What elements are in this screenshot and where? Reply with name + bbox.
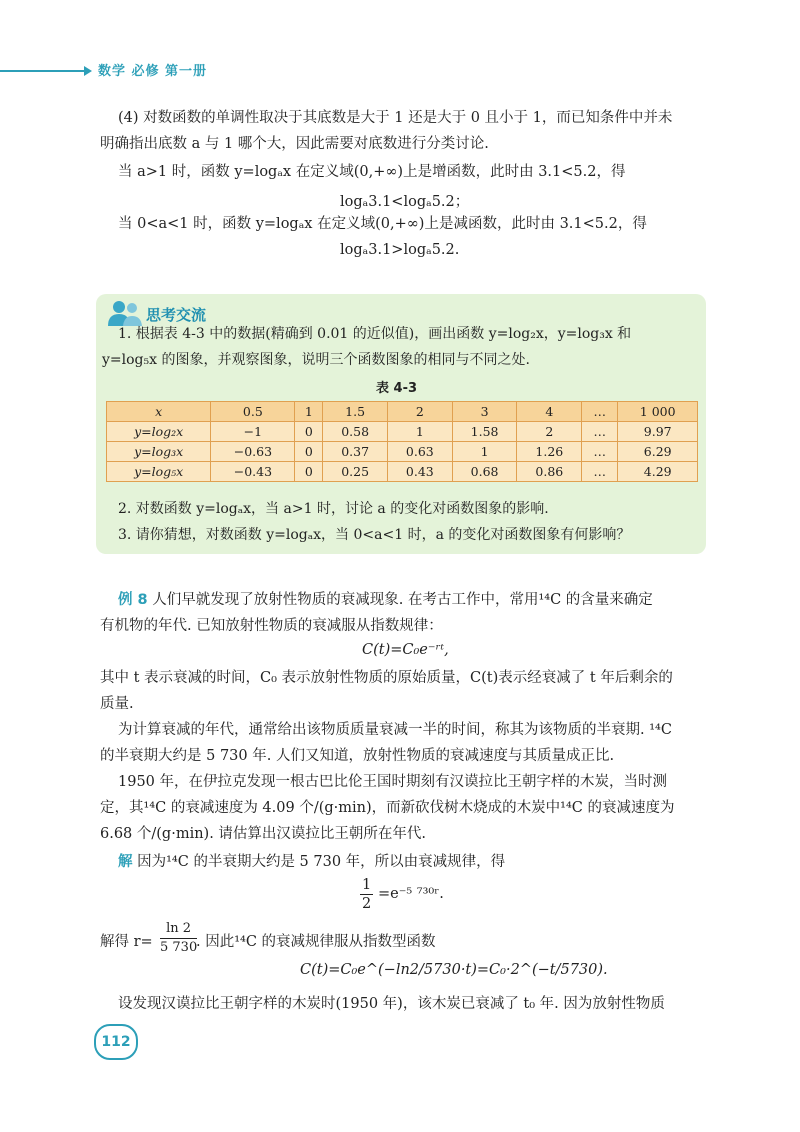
- table-cell: …: [582, 402, 618, 422]
- table-cell: 1.5: [323, 402, 388, 422]
- table-cell: 1: [295, 402, 323, 422]
- para4-line5: 当 0<a<1 时，函数 y=logₐx 在定义域(0,+∞)上是减函数，此时由 3.1<5.2，得: [118, 216, 647, 232]
- example-line5: 为计算衰减的年代，通常给出该物质质量衰减一半的时间，称其为该物质的半衰期. ¹⁴C: [118, 722, 672, 738]
- table-cell: x: [107, 402, 211, 422]
- think-q3: 3. 请你猜想，对数函数 y=logₐx，当 0<a<1 时，a 的变化对函数图象有何影响？: [118, 527, 631, 543]
- example-line1: [118, 590, 653, 610]
- table-cell: 0.63: [387, 442, 452, 462]
- table-cell: 0.43: [387, 462, 452, 482]
- solution-label: 解: [118, 854, 133, 870]
- table-cell: 9.97: [618, 422, 698, 442]
- solution-line3: 设发现汉谟拉比王朝字样的木炭时(1950 年)，该木炭已衰减了 t₀ 年. 因为放射性物质: [118, 996, 665, 1012]
- table-cell: 1: [387, 422, 452, 442]
- table-cell: …: [582, 442, 618, 462]
- page-header: [0, 58, 800, 88]
- table-caption: 表 4-3: [376, 381, 418, 396]
- solution-line2-pre: 解得 r=: [100, 934, 153, 950]
- table-cell: 6.29: [618, 442, 698, 462]
- table-cell: 3: [452, 402, 517, 422]
- table-cell: 0: [295, 442, 323, 462]
- half-denominator: 2: [362, 896, 372, 912]
- para4-inequality1: logₐ3.1<logₐ5.2；: [340, 194, 470, 210]
- para4-inequality2: logₐ3.1>logₐ5.2.: [340, 242, 460, 258]
- r-fraction: [160, 920, 197, 957]
- table-cell: 1.26: [517, 442, 582, 462]
- example-line4: 质量.: [100, 696, 134, 712]
- example-line2: 有机物的年代. 已知放射性物质的衰减服从指数规律：: [100, 618, 443, 634]
- table-row: [107, 462, 698, 482]
- table-cell: y=log₃x: [107, 442, 211, 462]
- header-arrow-icon: [84, 66, 92, 76]
- table-cell: 0.25: [323, 462, 388, 482]
- para4-line2: 明确指出底数 a 与 1 哪个大，因此需要对底数进行分类讨论.: [100, 136, 489, 152]
- table-cell: 0.37: [323, 442, 388, 462]
- half-fraction: [360, 876, 373, 913]
- para4-line1: (4) 对数函数的单调性取决于其底数是大于 1 还是大于 0 且小于 1，而已知条件中并未: [118, 110, 673, 126]
- header-title: 数学 必修 第一册: [98, 64, 208, 79]
- table-cell: 4.29: [618, 462, 698, 482]
- table-cell: −0.63: [211, 442, 295, 462]
- example-line8: 定，其¹⁴C 的衰减速度为 4.09 个/(g·min)，而新砍伐树木烧成的木炭中¹⁴C 的衰减速度为: [100, 800, 675, 816]
- table-cell: …: [582, 422, 618, 442]
- r-numerator: ln 2: [160, 920, 197, 939]
- table-cell: −0.43: [211, 462, 295, 482]
- table-cell: 0.68: [452, 462, 517, 482]
- table-cell: 0.86: [517, 462, 582, 482]
- think-q2: 2. 对数函数 y=logₐx，当 a>1 时，讨论 a 的变化对函数图象的影响.: [118, 501, 549, 517]
- r-denominator: 5 730: [160, 940, 198, 955]
- half-rhs: =e⁻⁵ ⁷³⁰ʳ.: [378, 886, 444, 902]
- table-4-3: [106, 401, 698, 482]
- table-cell: 0: [295, 422, 323, 442]
- header-rule: [0, 70, 88, 72]
- table-cell: 2: [517, 422, 582, 442]
- table-cell: y=log₅x: [107, 462, 211, 482]
- example-line7: 1950 年，在伊拉克发现一根古巴比伦王国时期刻有汉谟拉比王朝字样的木炭，当时测: [118, 774, 668, 790]
- solution-line1: [118, 852, 505, 872]
- example-line9: 6.68 个/(g·min). 请估算出汉谟拉比王朝所在年代.: [100, 826, 427, 842]
- decay-formula: C(t)=C₀e⁻ʳᵗ,: [362, 642, 449, 658]
- page-number: 112: [94, 1024, 138, 1060]
- table-row: [107, 422, 698, 442]
- table-row: [107, 402, 698, 422]
- example-text: 人们早就发现了放射性物质的衰减现象. 在考古工作中，常用¹⁴C 的含量来确定: [152, 592, 653, 608]
- table-cell: 0.58: [323, 422, 388, 442]
- table-cell: 1.58: [452, 422, 517, 442]
- table-cell: 0.5: [211, 402, 295, 422]
- table-cell: …: [582, 462, 618, 482]
- think-q1-line1: 1. 根据表 4-3 中的数据(精确到 0.01 的近似值)，画出函数 y=log₂x，y=log₃x 和: [118, 326, 632, 342]
- table-cell: 1 000: [618, 402, 698, 422]
- solution-line2-post: . 因此¹⁴C 的衰减规律服从指数型函数: [196, 934, 436, 950]
- solution-text: 因为¹⁴C 的半衰期大约是 5 730 年，所以由衰减规律，得: [137, 854, 506, 870]
- example-label: 例 8: [118, 592, 148, 608]
- table-cell: 0: [295, 462, 323, 482]
- table-cell: y=log₂x: [107, 422, 211, 442]
- table-cell: 4: [517, 402, 582, 422]
- think-q1-line2: y=log₅x 的图象，并观察图象，说明三个函数图象的相同与不同之处.: [102, 352, 530, 368]
- example-line6: 的半衰期大约是 5 730 年. 人们又知道，放射性物质的衰减速度与其质量成正比.: [100, 748, 615, 764]
- table-cell: 1: [452, 442, 517, 462]
- decay-function-formula: C(t)=C₀e^(−ln2/5730·t)=C₀·2^(−t/5730).: [300, 962, 608, 978]
- example-line3: 其中 t 表示衰减的时间，C₀ 表示放射性物质的原始质量，C(t)表示经衰减了 t 年后剩余的: [100, 670, 673, 686]
- half-numerator: 1: [362, 877, 372, 893]
- table-row: [107, 442, 698, 462]
- think-title: 思考交流: [146, 306, 207, 324]
- para4-line3: 当 a>1 时，函数 y=logₐx 在定义域(0,+∞)上是增函数，此时由 3.1<5.2，得: [118, 164, 626, 180]
- table-cell: −1: [211, 422, 295, 442]
- table-cell: 2: [387, 402, 452, 422]
